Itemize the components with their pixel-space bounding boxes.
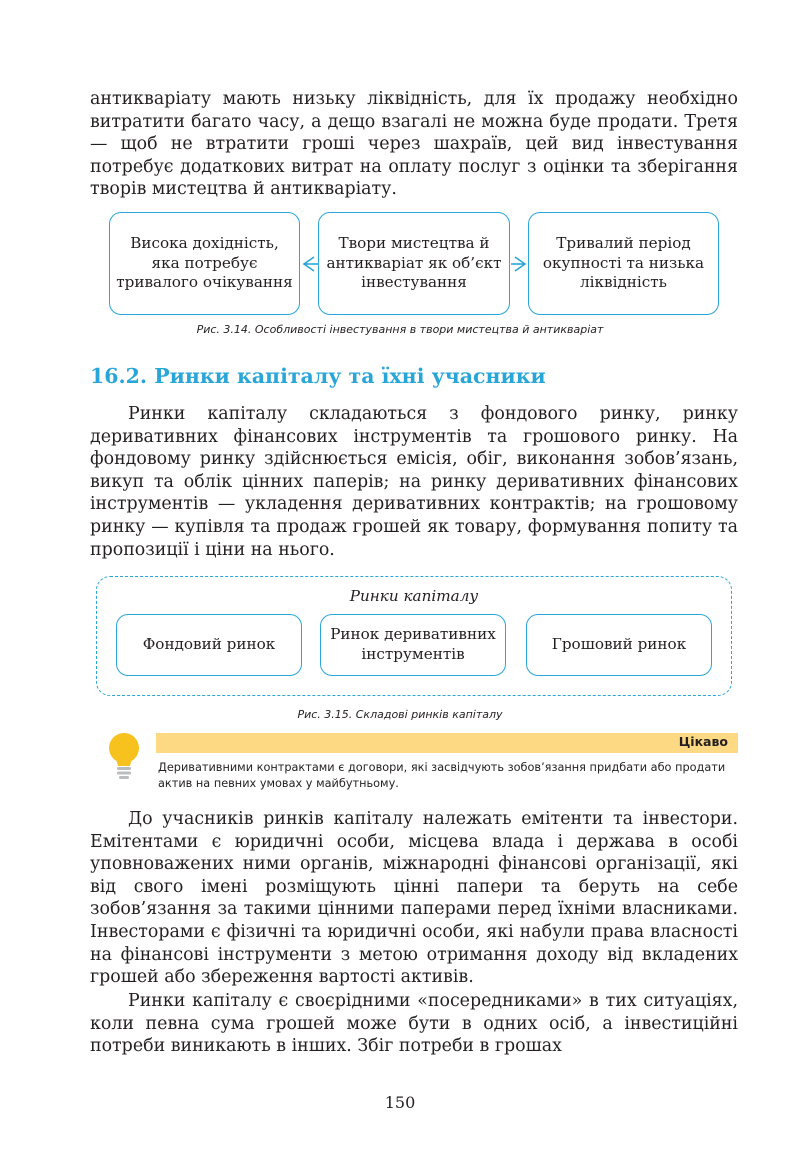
figure-3-15-caption: Рис. 3.15. Складові ринків капіталу	[297, 708, 503, 721]
figure-3-15-box-derivatives-market: Ринок деривативних інструментів	[320, 614, 506, 676]
figure-3-14-right-box: Тривалий період окупності та низька ліквідність	[528, 212, 719, 315]
paragraph-art-investment: антикваріату мають низьку ліквідність, для їх продажу необхідно витратити багато часу, а дещо взагалі не можна буде продати. Третя — щоб не втратити гроші через шахраїв, цей вид інвестування потребує додаткових витрат на оплату послуг з оцінки та зберігання творів мистецтва й антикваріату.	[90, 89, 738, 200]
arrow-right-icon	[509, 254, 529, 274]
arrow-left-icon	[300, 254, 320, 274]
paragraph-intermediaries: Ринки капіталу є своєрідними «посередниками» в тих ситуаціях, коли певна сума грошей може бути в одних осіб, а інвестиційні потреби виникають в інших. Збіг потреби в грошах	[90, 991, 738, 1057]
figure-3-15-box-stock-market: Фондовий ринок	[116, 614, 302, 676]
section-heading: 16.2. Ринки капіталу та їхні учасники	[90, 364, 546, 388]
paragraph-market-participants: До учасників ринків капіталу належать емітенти та інвестори. Емітентами є юридичні особи, місцева влада і держава в особі уповноважених ними органів, міжнародні фінансові організації, які від свого імені розміщують цінні папери та беруть на себе зобов’язання за такими цінними паперами перед їхніми власниками. Інвесторами є фізичні та юридичні особи, які набули права власності на фінансові інструменти з метою отримання доходу від вкладених грошей або збереження вартості активів.	[90, 809, 738, 988]
note-text: Деривативними контрактами є договори, які засвідчують зобов’язання придбати або продати актив на певних умовах у майбутньому.	[158, 761, 726, 790]
note-header-bar	[156, 733, 738, 753]
note-label: Цікаво	[678, 734, 728, 749]
paragraph-capital-markets: Ринки капіталу складаються з фондового ринку, ринку деривативних фінансових інструментів та грошового ринку. На фондовому ринку здійснюється емісія, обіг, виконання зобов’язань, викуп та облік цінних паперів; на ринку деривативних фінансових інструментів — укладення деривативних контрактів; на грошовому ринку — купівля та продаж грошей як товару, формування попиту та пропозиції і ціни на нього.	[90, 404, 738, 560]
figure-3-15-title: Ринки капіталу	[349, 587, 479, 605]
figure-3-15-box-money-market: Грошовий ринок	[526, 614, 712, 676]
page-number: 150	[384, 1093, 416, 1112]
figure-3-14-center-box: Твори мистецтва й антикваріат як об’єкт інвестування	[318, 212, 510, 315]
figure-3-14-left-box: Висока дохідність, яка потребує тривалого очікування	[109, 212, 300, 315]
lightbulb-icon	[104, 730, 144, 782]
figure-3-14-caption: Рис. 3.14. Особливості інвестування в твори мистецтва й антикваріат	[196, 323, 604, 336]
